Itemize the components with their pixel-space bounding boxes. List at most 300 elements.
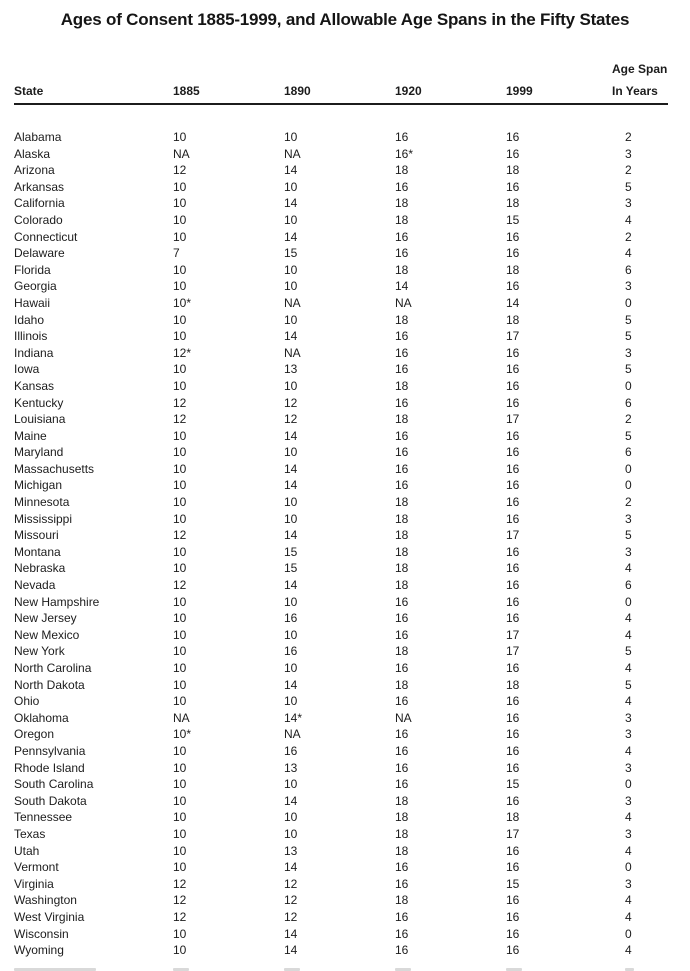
value-1885: 10 <box>173 445 187 460</box>
value-1920: NA <box>395 295 412 310</box>
value-1920: 18 <box>395 262 409 277</box>
table-row <box>14 776 668 793</box>
value-age-span: 4 <box>625 810 632 825</box>
value-1890: 12 <box>284 909 298 924</box>
value-age-span: 3 <box>625 146 632 161</box>
value-1885: 7 <box>173 246 180 261</box>
value-age-span: 4 <box>625 246 632 261</box>
table-row <box>14 726 668 743</box>
value-1999: 15 <box>506 876 520 891</box>
value-1885: 10 <box>173 279 187 294</box>
value-1885: 12 <box>173 528 187 543</box>
value-1890: 14 <box>284 329 298 344</box>
table-row <box>14 395 668 412</box>
table-row <box>14 146 668 163</box>
value-1920: 16 <box>395 860 409 875</box>
state-name: California <box>14 196 65 211</box>
value-1999: 16 <box>506 909 520 924</box>
value-1890: 14 <box>284 528 298 543</box>
value-1885: 12 <box>173 909 187 924</box>
value-age-span: 2 <box>625 412 632 427</box>
value-1890: 10 <box>284 627 298 642</box>
column-header-1920: 1920 <box>395 84 422 98</box>
state-name: Arkansas <box>14 179 65 194</box>
value-1885: 10 <box>173 495 187 510</box>
value-1920: 18 <box>395 212 409 227</box>
value-1885: 10 <box>173 743 187 758</box>
value-1999: 16 <box>506 760 520 775</box>
state-name: Washington <box>14 893 77 908</box>
state-name: Oregon <box>14 727 55 742</box>
table-row <box>14 544 668 561</box>
value-1920: 16 <box>395 395 409 410</box>
value-1920: 16 <box>395 362 409 377</box>
value-1920: 16 <box>395 760 409 775</box>
value-1885: 10 <box>173 544 187 559</box>
table-row <box>14 942 668 959</box>
value-1885: 10 <box>173 843 187 858</box>
value-1885: 10 <box>173 478 187 493</box>
value-age-span: 3 <box>625 710 632 725</box>
value-1885: 10 <box>173 926 187 941</box>
table-row <box>14 677 668 694</box>
table-row <box>14 361 668 378</box>
value-1999: 16 <box>506 279 520 294</box>
value-1999: 17 <box>506 644 520 659</box>
value-age-span: 2 <box>625 163 632 178</box>
value-1999: 15 <box>506 212 520 227</box>
value-age-span: 2 <box>625 495 632 510</box>
state-name: Idaho <box>14 312 45 327</box>
ages-of-consent-table <box>14 58 668 959</box>
value-1999: 16 <box>506 611 520 626</box>
table-row <box>14 627 668 644</box>
value-age-span: 4 <box>625 694 632 709</box>
state-name: Mississippi <box>14 511 73 526</box>
state-name: Connecticut <box>14 229 78 244</box>
state-name: Utah <box>14 843 40 858</box>
state-name: Louisiana <box>14 412 66 427</box>
value-1885: 10 <box>173 561 187 576</box>
value-1890: 14 <box>284 163 298 178</box>
value-1885: 10 <box>173 229 187 244</box>
value-1885: 10 <box>173 777 187 792</box>
value-1999: 16 <box>506 544 520 559</box>
state-name: Hawaii <box>14 295 51 310</box>
column-header-1885: 1885 <box>173 84 200 98</box>
value-1890: 14 <box>284 461 298 476</box>
table-row <box>14 527 668 544</box>
value-age-span: 3 <box>625 196 632 211</box>
value-1885: 10 <box>173 262 187 277</box>
state-name: Alaska <box>14 146 51 161</box>
value-1885: 10 <box>173 196 187 211</box>
value-1885: 10 <box>173 611 187 626</box>
value-age-span: 4 <box>625 561 632 576</box>
value-1999: 16 <box>506 461 520 476</box>
table-row <box>14 643 668 660</box>
value-1890: 10 <box>284 495 298 510</box>
value-1999: 16 <box>506 710 520 725</box>
value-1920: 18 <box>395 544 409 559</box>
value-1890: 10 <box>284 661 298 675</box>
table-row <box>14 328 668 345</box>
state-name: Virginia <box>14 876 54 891</box>
table-row <box>14 345 668 362</box>
value-age-span: 3 <box>625 793 632 808</box>
state-name: Maryland <box>14 445 64 460</box>
value-1920: 14 <box>395 279 409 294</box>
value-1920: 18 <box>395 578 409 593</box>
value-age-span: 2 <box>625 130 632 144</box>
value-1920: 16 <box>395 428 409 443</box>
value-1999: 16 <box>506 694 520 709</box>
state-name: Kansas <box>14 378 55 393</box>
value-1885: 12 <box>173 876 187 891</box>
value-1890: NA <box>284 146 301 161</box>
value-age-span: 5 <box>625 329 632 344</box>
value-1920: 16 <box>395 876 409 891</box>
value-1890: 16 <box>284 743 298 758</box>
value-1920: 18 <box>395 378 409 393</box>
value-1890: 16 <box>284 611 298 626</box>
state-name: Vermont <box>14 860 59 875</box>
table-row <box>14 444 668 461</box>
state-name: Alabama <box>14 130 62 144</box>
value-1999: 17 <box>506 412 520 427</box>
value-age-span: 6 <box>625 395 632 410</box>
table-row <box>14 428 668 445</box>
value-1885: NA <box>173 146 190 161</box>
value-1885: 10 <box>173 860 187 875</box>
value-age-span: 0 <box>625 926 632 941</box>
value-1885: 12 <box>173 578 187 593</box>
value-1890: 10 <box>284 262 298 277</box>
table-row <box>14 693 668 710</box>
value-1890: NA <box>284 295 301 310</box>
state-name: Iowa <box>14 362 40 377</box>
value-1885: 12 <box>173 893 187 908</box>
value-1920: 16 <box>395 445 409 460</box>
state-name: Delaware <box>14 246 65 261</box>
state-name: Wisconsin <box>14 926 69 941</box>
value-1890: 14 <box>284 478 298 493</box>
value-1999: 16 <box>506 130 520 144</box>
state-name: Missouri <box>14 528 59 543</box>
value-age-span: 0 <box>625 295 632 310</box>
value-1999: 18 <box>506 810 520 825</box>
value-1920: 16 <box>395 329 409 344</box>
value-1920: 16 <box>395 130 409 144</box>
value-age-span: 4 <box>625 627 632 642</box>
value-age-span: 4 <box>625 893 632 908</box>
state-name: Georgia <box>14 279 57 294</box>
state-name: Michigan <box>14 478 63 493</box>
column-header-age-span-line2: In Years <box>612 84 658 98</box>
value-1885: 10 <box>173 511 187 526</box>
value-1890: 14 <box>284 943 298 958</box>
value-1885: 12 <box>173 412 187 427</box>
value-1920: 18 <box>395 163 409 178</box>
value-age-span: 6 <box>625 262 632 277</box>
value-age-span: 5 <box>625 179 632 194</box>
value-1999: 16 <box>506 179 520 194</box>
value-1999: 14 <box>506 295 520 310</box>
value-1890: 10 <box>284 378 298 393</box>
value-1999: 15 <box>506 777 520 792</box>
value-1885: 10* <box>173 727 192 742</box>
value-1920: 16 <box>395 661 409 675</box>
state-name: North Dakota <box>14 677 85 692</box>
value-1885: 10 <box>173 130 187 144</box>
value-1885: 12 <box>173 163 187 178</box>
table-row <box>14 461 668 478</box>
column-header-1890: 1890 <box>284 84 311 98</box>
state-name: Minnesota <box>14 495 70 510</box>
table-row <box>14 926 668 943</box>
state-name: Florida <box>14 262 51 277</box>
value-age-span: 0 <box>625 461 632 476</box>
value-1890: 14 <box>284 428 298 443</box>
value-1885: 10 <box>173 826 187 841</box>
value-1890: 14 <box>284 793 298 808</box>
value-1890: 10 <box>284 511 298 526</box>
value-1999: 16 <box>506 843 520 858</box>
value-1920: 18 <box>395 412 409 427</box>
value-1885: 10 <box>173 661 187 675</box>
state-name: Nebraska <box>14 561 66 576</box>
state-name: Oklahoma <box>14 710 69 725</box>
state-name: Indiana <box>14 345 54 360</box>
state-name: New Hampshire <box>14 594 100 609</box>
table-row <box>14 278 668 295</box>
state-name: Maine <box>14 428 47 443</box>
value-1890: 14 <box>284 578 298 593</box>
value-1920: 16 <box>395 926 409 941</box>
state-name: Nevada <box>14 578 56 593</box>
table-row <box>14 859 668 876</box>
column-header-age-span-line1: Age Span <box>612 62 668 76</box>
value-1885: 10 <box>173 312 187 327</box>
value-1885: 10 <box>173 644 187 659</box>
value-age-span: 0 <box>625 860 632 875</box>
state-name: New Mexico <box>14 627 80 642</box>
table-row <box>14 262 668 279</box>
value-age-span: 3 <box>625 345 632 360</box>
value-1920: 16 <box>395 594 409 609</box>
value-1885: 10 <box>173 760 187 775</box>
value-1999: 16 <box>506 362 520 377</box>
state-name: South Carolina <box>14 777 94 792</box>
value-1890: 10 <box>284 312 298 327</box>
value-1885: 10 <box>173 594 187 609</box>
state-name: Montana <box>14 544 61 559</box>
table-row <box>14 843 668 860</box>
value-1890: 10 <box>284 826 298 841</box>
value-1920: 16 <box>395 229 409 244</box>
value-1890: 13 <box>284 362 298 377</box>
table-row <box>14 494 668 511</box>
value-1890: 12 <box>284 876 298 891</box>
value-1999: 16 <box>506 594 520 609</box>
column-header-state: State <box>14 84 44 98</box>
value-1999: 16 <box>506 793 520 808</box>
value-1920: 18 <box>395 561 409 576</box>
value-1920: 16 <box>395 943 409 958</box>
value-age-span: 3 <box>625 826 632 841</box>
state-name: Kentucky <box>14 395 64 410</box>
state-name: Pennsylvania <box>14 743 86 758</box>
table-header-row <box>14 58 668 105</box>
value-1920: 18 <box>395 196 409 211</box>
value-1920: 18 <box>395 511 409 526</box>
table-row <box>14 560 668 577</box>
value-1999: 16 <box>506 428 520 443</box>
table-row <box>14 610 668 627</box>
value-1999: 16 <box>506 229 520 244</box>
value-1999: 18 <box>506 196 520 211</box>
value-age-span: 0 <box>625 777 632 792</box>
table-row <box>14 179 668 196</box>
state-name: West Virginia <box>14 909 85 924</box>
table-row <box>14 162 668 179</box>
value-1999: 16 <box>506 727 520 742</box>
value-age-span: 3 <box>625 544 632 559</box>
value-age-span: 4 <box>625 943 632 958</box>
value-age-span: 0 <box>625 378 632 393</box>
value-1999: 16 <box>506 511 520 526</box>
value-1999: 18 <box>506 262 520 277</box>
page-title: Ages of Consent 1885-1999, and Allowable Age Spans in the Fifty States <box>60 10 630 29</box>
value-1890: 14 <box>284 196 298 211</box>
value-1999: 17 <box>506 826 520 841</box>
value-age-span: 4 <box>625 212 632 227</box>
value-1999: 16 <box>506 378 520 393</box>
value-age-span: 3 <box>625 760 632 775</box>
value-1999: 18 <box>506 312 520 327</box>
table-row <box>14 743 668 760</box>
table-row <box>14 577 668 594</box>
value-1885: 10* <box>173 295 192 310</box>
value-age-span: 5 <box>625 644 632 659</box>
value-age-span: 3 <box>625 511 632 526</box>
value-1890: 15 <box>284 246 298 261</box>
table-row <box>14 710 668 727</box>
state-name: South Dakota <box>14 793 87 808</box>
table-row <box>14 809 668 826</box>
value-1920: 18 <box>395 826 409 841</box>
value-age-span: 4 <box>625 843 632 858</box>
value-1885: 12* <box>173 345 192 360</box>
value-1885: 10 <box>173 428 187 443</box>
table-row <box>14 793 668 810</box>
table-row <box>14 511 668 528</box>
table-row <box>14 212 668 229</box>
value-1999: 16 <box>506 445 520 460</box>
value-1885: 10 <box>173 461 187 476</box>
value-1999: 16 <box>506 478 520 493</box>
table-row <box>14 411 668 428</box>
value-1920: 18 <box>395 495 409 510</box>
value-1999: 16 <box>506 893 520 908</box>
value-1885: 10 <box>173 943 187 958</box>
value-1890: 10 <box>284 694 298 709</box>
value-age-span: 5 <box>625 677 632 692</box>
table-row <box>14 195 668 212</box>
value-1885: 10 <box>173 627 187 642</box>
value-1920: NA <box>395 710 412 725</box>
value-1885: 10 <box>173 694 187 709</box>
value-1920: 16* <box>395 146 414 161</box>
value-1890: 15 <box>284 544 298 559</box>
state-name: New Jersey <box>14 611 77 626</box>
table-row <box>14 660 668 677</box>
value-1885: 10 <box>173 810 187 825</box>
value-1890: 10 <box>284 279 298 294</box>
table-row <box>14 312 668 329</box>
value-1890: 12 <box>284 893 298 908</box>
value-age-span: 0 <box>625 594 632 609</box>
value-1920: 18 <box>395 793 409 808</box>
value-1999: 16 <box>506 345 520 360</box>
value-1999: 16 <box>506 860 520 875</box>
value-1885: NA <box>173 710 190 725</box>
value-1890: 16 <box>284 644 298 659</box>
state-name: Rhode Island <box>14 760 85 775</box>
table-body <box>14 129 668 959</box>
value-age-span: 6 <box>625 578 632 593</box>
value-1890: 13 <box>284 760 298 775</box>
value-age-span: 3 <box>625 727 632 742</box>
value-1890: 10 <box>284 594 298 609</box>
value-1890: 14* <box>284 710 303 725</box>
table-row <box>14 295 668 312</box>
column-header-1999: 1999 <box>506 84 533 98</box>
state-name: Arizona <box>14 163 55 178</box>
value-1999: 17 <box>506 627 520 642</box>
value-age-span: 3 <box>625 876 632 891</box>
value-1920: 16 <box>395 345 409 360</box>
value-age-span: 5 <box>625 362 632 377</box>
value-age-span: 4 <box>625 743 632 758</box>
value-1999: 16 <box>506 561 520 576</box>
value-1920: 18 <box>395 893 409 908</box>
value-1920: 16 <box>395 179 409 194</box>
state-name: New York <box>14 644 65 659</box>
table-row <box>14 892 668 909</box>
value-1999: 16 <box>506 395 520 410</box>
state-name: Ohio <box>14 694 40 709</box>
state-name: Colorado <box>14 212 63 227</box>
value-1890: 10 <box>284 179 298 194</box>
value-age-span: 2 <box>625 229 632 244</box>
value-1920: 18 <box>395 528 409 543</box>
value-1885: 12 <box>173 395 187 410</box>
value-1920: 16 <box>395 909 409 924</box>
value-1999: 16 <box>506 495 520 510</box>
value-1890: 14 <box>284 926 298 941</box>
value-1920: 16 <box>395 611 409 626</box>
table-row <box>14 876 668 893</box>
value-1890: NA <box>284 727 301 742</box>
value-1999: 16 <box>506 661 520 675</box>
table-row <box>14 760 668 777</box>
value-1999: 17 <box>506 329 520 344</box>
table-row <box>14 477 668 494</box>
value-1920: 18 <box>395 843 409 858</box>
value-1890: 10 <box>284 130 298 144</box>
value-1885: 10 <box>173 378 187 393</box>
